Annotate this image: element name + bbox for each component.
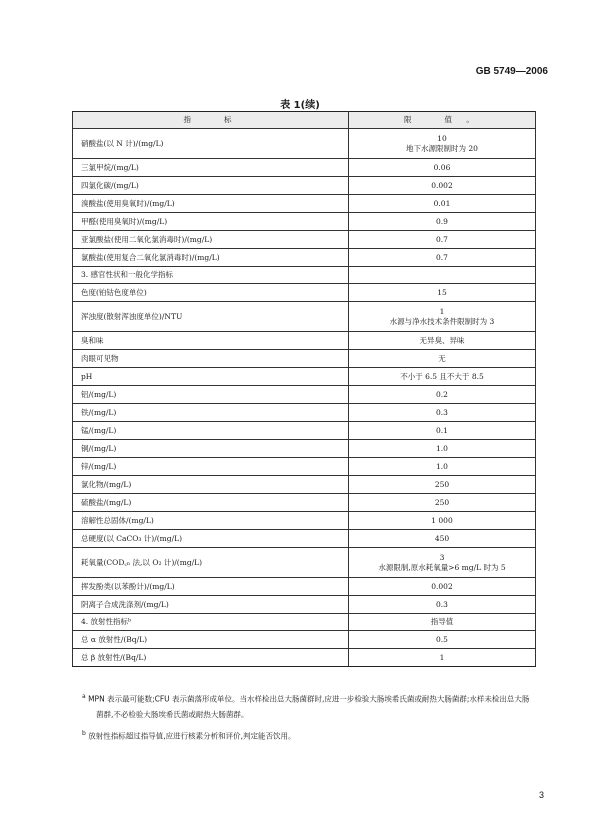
table-row (73, 422, 536, 440)
table-row (73, 548, 536, 578)
section-value: 指导值 (349, 614, 536, 631)
table-row (73, 596, 536, 614)
limit-value (349, 159, 536, 177)
indicator-name: 总硬度(以 CaCO₃ 计)/(mg/L) (73, 530, 349, 548)
table-row (73, 458, 536, 476)
limit-value (349, 530, 536, 548)
table-row (73, 578, 536, 596)
indicator-name: 浑浊度(散射浑浊度单位)/NTU (73, 302, 349, 332)
limit-value-primary: 0.9 (436, 216, 448, 226)
table-row (73, 249, 536, 267)
indicator-name: 耗氧量(COD꜀ₙ 法,以 O₂ 计)/(mg/L) (73, 548, 349, 578)
section-row (73, 614, 536, 631)
section-title: 3. 感官性状和一般化学指标 (73, 267, 349, 284)
indicator-name: 铁/(mg/L) (73, 404, 349, 422)
indicator-name: 锌/(mg/L) (73, 458, 349, 476)
table-row (73, 284, 536, 302)
limit-value-note: 水源限制,原水耗氧量>6 mg/L 时为 5 (378, 562, 506, 572)
limit-value-primary: 不小于 6.5 且不大于 8.5 (400, 371, 484, 381)
limit-value-primary: 1 (439, 652, 445, 662)
limit-value-primary: 250 (434, 479, 450, 489)
limit-value (349, 494, 536, 512)
limit-value (349, 302, 536, 332)
limit-value (349, 386, 536, 404)
indicator-name: 溴酸盐(使用臭氧时)/(mg/L) (73, 195, 349, 213)
limit-value-primary: 250 (434, 497, 450, 507)
limit-value-note: 水源与净水技术条件限制时为 3 (389, 316, 495, 326)
limit-value-primary: 1.0 (436, 443, 448, 453)
table-row (73, 404, 536, 422)
limit-value (349, 458, 536, 476)
page-number: 3 (538, 790, 544, 800)
limit-value (349, 231, 536, 249)
limit-value (349, 476, 536, 494)
limit-value (349, 440, 536, 458)
limit-value (349, 368, 536, 386)
table-row (73, 631, 536, 649)
limit-value (349, 512, 536, 530)
limit-value (349, 129, 536, 159)
indicator-table (72, 111, 536, 667)
limit-value-primary: 0.002 (431, 581, 453, 591)
table-row (73, 129, 536, 159)
table-row (73, 530, 536, 548)
limit-value-primary: 0.2 (436, 389, 448, 399)
indicator-name: 铜/(mg/L) (73, 440, 349, 458)
table-row (73, 440, 536, 458)
table-row (73, 649, 536, 667)
limit-value (349, 213, 536, 231)
indicator-name: pH (73, 368, 349, 386)
limit-value-primary: 1.0 (436, 461, 448, 471)
table-row (73, 476, 536, 494)
limit-value (349, 578, 536, 596)
limit-value (349, 284, 536, 302)
table-row (73, 494, 536, 512)
limit-value-primary: 0.3 (436, 407, 448, 417)
indicator-name: 四氯化碳/(mg/L) (73, 177, 349, 195)
indicator-name: 甲醛(使用臭氧时)/(mg/L) (73, 213, 349, 231)
table-header-row (73, 112, 536, 129)
indicator-name: 氯酸盐(使用复合二氧化氯消毒时)/(mg/L) (73, 249, 349, 267)
indicator-name: 氯化物/(mg/L) (73, 476, 349, 494)
section-title: 4. 放射性指标ᵇ (73, 614, 349, 631)
footnote-a-mark: a (82, 693, 86, 700)
column-header-limit: 限 值 。 (349, 112, 536, 129)
limit-value (349, 249, 536, 267)
indicator-name: 三氯甲烷/(mg/L) (73, 159, 349, 177)
limit-value-note: 地下水源限制时为 20 (406, 143, 478, 153)
table-row (73, 368, 536, 386)
table-row (73, 159, 536, 177)
indicator-name: 溶解性总固体/(mg/L) (73, 512, 349, 530)
limit-value (349, 350, 536, 368)
indicator-name: 铝/(mg/L) (73, 386, 349, 404)
limit-value-primary: 无 (438, 353, 446, 363)
limit-value (349, 195, 536, 213)
limit-value-primary: 0.5 (436, 634, 448, 644)
limit-value-primary: 1 000 (431, 515, 453, 525)
limit-value (349, 422, 536, 440)
footnote-a-text: MPN 表示最可能数;CFU 表示菌落形成单位。当水样检出总大肠菌群时,应进一步检验大肠埃希氏菌或耐热大肠菌群;水样未检出总大肠菌群,不必检验大肠埃希氏菌或耐热大肠菌群。 (88, 694, 530, 719)
standard-code: GB 5749—2006 (475, 66, 548, 77)
indicator-name: 总 β 放射性/(Bq/L) (73, 649, 349, 667)
column-header-indicator: 指 标 (73, 112, 349, 129)
table-row (73, 386, 536, 404)
limit-value-primary: 0.7 (436, 234, 448, 244)
limit-value (349, 177, 536, 195)
limit-value (349, 404, 536, 422)
footnote-b-mark: b (82, 730, 86, 737)
table-row (73, 177, 536, 195)
limit-value-primary: 3 (439, 552, 445, 562)
footnote-b (72, 726, 535, 744)
table-row (73, 213, 536, 231)
table-row (73, 302, 536, 332)
limit-value-primary: 0.01 (433, 198, 451, 208)
limit-value-primary: 无异臭、异味 (419, 335, 465, 345)
section-row (73, 267, 536, 284)
limit-value (349, 332, 536, 350)
indicator-name: 肉眼可见物 (73, 350, 349, 368)
footnote-a (72, 689, 535, 722)
indicator-name: 锰/(mg/L) (73, 422, 349, 440)
limit-value (349, 596, 536, 614)
table-row (73, 195, 536, 213)
indicator-name: 硫酸盐/(mg/L) (73, 494, 349, 512)
limit-value-primary: 0.06 (433, 162, 451, 172)
limit-value-primary: 450 (434, 533, 450, 543)
limit-value-primary: 15 (437, 287, 447, 297)
table-row (73, 231, 536, 249)
limit-value-primary: 0.3 (436, 599, 448, 609)
table-row (73, 512, 536, 530)
footnote-b-text: 放射性指标超过指导值,应进行核素分析和评价,判定能否饮用。 (88, 731, 296, 741)
limit-value-primary: 10 (437, 133, 447, 143)
indicator-name: 臭和味 (73, 332, 349, 350)
table-row (73, 350, 536, 368)
limit-value-primary: 0.002 (431, 180, 453, 190)
table-row (73, 332, 536, 350)
indicator-name: 阴离子合成洗涤剂/(mg/L) (73, 596, 349, 614)
section-value (349, 267, 536, 284)
indicator-name: 挥发酚类(以苯酚计)/(mg/L) (73, 578, 349, 596)
limit-value (349, 548, 536, 578)
limit-value (349, 649, 536, 667)
table-caption: 表 1(续) (280, 100, 320, 111)
limit-value-primary: 1 (439, 306, 445, 316)
limit-value-primary: 0.1 (436, 425, 448, 435)
indicator-name: 色度(铂钴色度单位) (73, 284, 349, 302)
indicator-name: 亚氯酸盐(使用二氧化氯消毒时)/(mg/L) (73, 231, 349, 249)
limit-value-primary: 0.7 (436, 252, 448, 262)
indicator-name: 总 α 放射性/(Bq/L) (73, 631, 349, 649)
indicator-name: 硝酸盐(以 N 计)/(mg/L) (73, 129, 349, 159)
limit-value (349, 631, 536, 649)
